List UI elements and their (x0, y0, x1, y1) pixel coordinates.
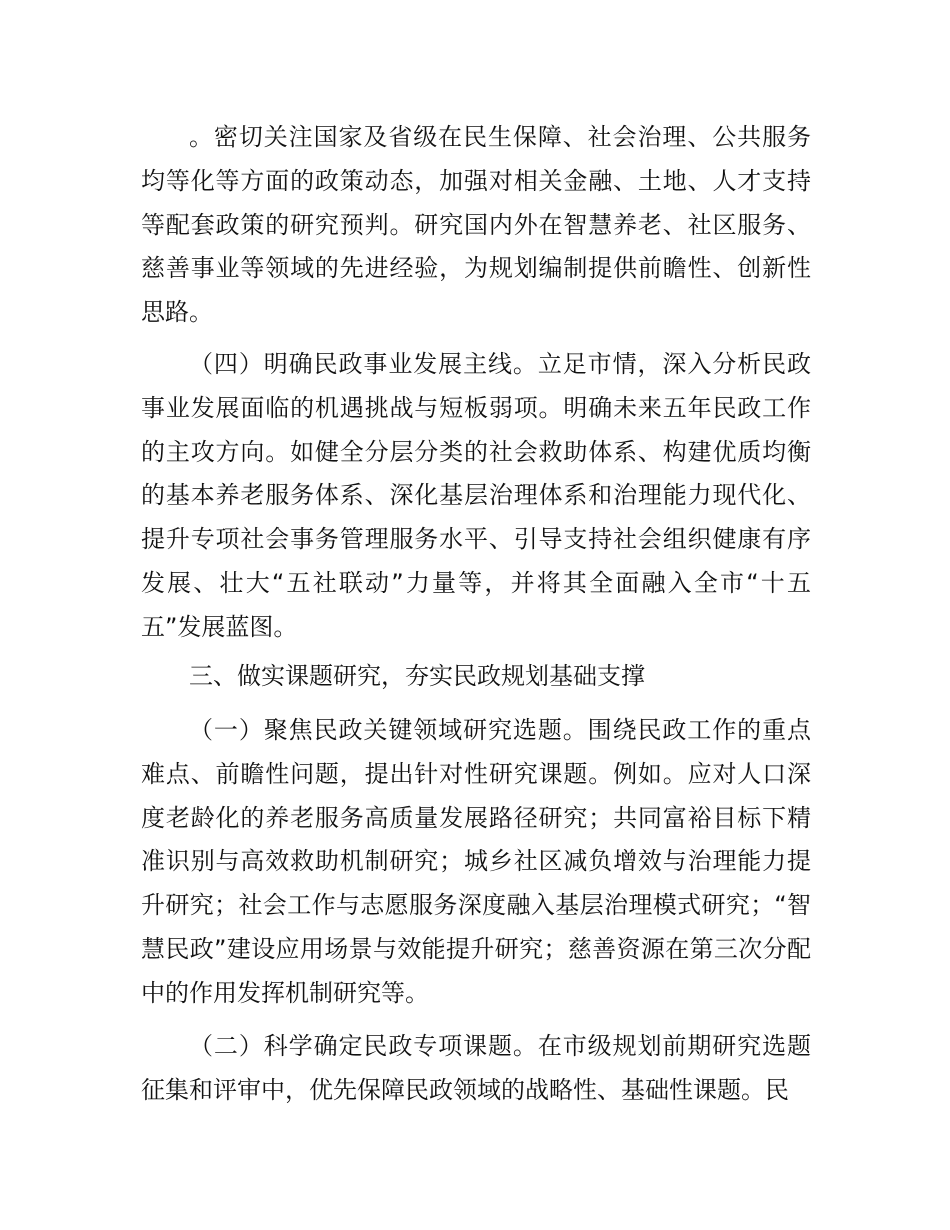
paragraph-policy-research: 。密切关注国家及省级在民生保障、社会治理、公共服务均等化等方面的政策动态，加强对相关金融、土地、人才支持等配套政策的研究预判。研究国内外在智慧养老、社区服务、慈善事业等领域的先进经验，为规划编制提供前瞻性、创新性思路。 (141, 123, 811, 327)
paragraph-main-line: （四）明确民政事业发展主线。立足市情，深入分析民政事业发展面临的机遇挑战与短板弱项。明确未来五年民政工作的主攻方向。如健全分层分类的社会救助体系、构建优质均衡的基本养老服务体系、深化基层治理体系和治理能力现代化、提升专项社会事务管理服务水平、引导支持社会组织健康有序发展、壮大“五社联动”力量等，并将其全面融入全市“十五五”发展蓝图。 (141, 350, 811, 641)
section-heading-research: 三、做实课题研究，夯实民政规划基础支撑 (189, 662, 645, 690)
paragraph-special-topics: （二）科学确定民政专项课题。在市级规划前期研究选题征集和评审中，优先保障民政领域的战略性、基础性课题。民 (141, 1032, 811, 1104)
paragraph-key-topics: （一）聚焦民政关键领域研究选题。围绕民政工作的重点难点、前瞻性问题，提出针对性研究课题。例如。应对人口深度老龄化的养老服务高质量发展路径研究；共同富裕目标下精准识别与高效救助机制研究；城乡社区减负增效与治理能力提升研究；社会工作与志愿服务深度融入基层治理模式研究；“智慧民政”建设应用场景与效能提升研究；慈善资源在第三次分配中的作用发挥机制研究等。 (141, 716, 811, 1007)
